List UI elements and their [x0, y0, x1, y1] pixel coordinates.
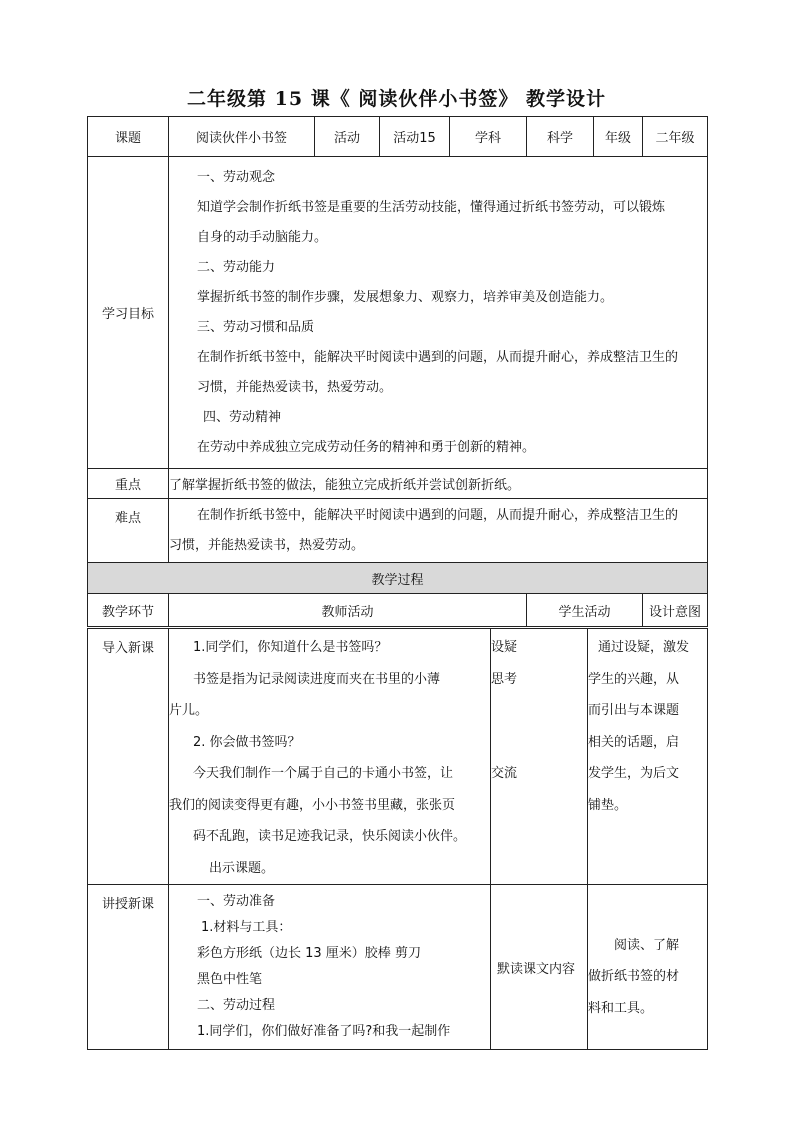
document-title: 二年级第 15 课《 阅读伙伴小书签》 教学设计	[187, 88, 606, 110]
teacher-line: 我们的阅读变得更有趣，小小书签书里藏，张张页	[169, 797, 456, 813]
teacher-line: 书签是指为记录阅读进度而夹在书里的小薄	[193, 671, 441, 687]
intro-stage: 导入新课	[88, 629, 169, 885]
key-point-text: 了解掌握折纸书签的做法，能独立完成折纸并尝试创新折纸。	[169, 469, 708, 499]
lecture-teacher	[169, 885, 491, 1050]
teacher-line: 今天我们制作一个属于自己的卡通小书签，让	[193, 766, 454, 781]
objectives-content	[169, 157, 708, 469]
intent-line: 而引出与本课题	[588, 703, 680, 718]
student-header: 学生活动	[527, 594, 643, 627]
objective-line: 在制作折纸书签中，能解决平时阅读中遇到的问题，从而提升耐心，养成整洁卫生的	[197, 349, 679, 365]
teacher-header: 教师活动	[169, 594, 527, 627]
intro-student	[491, 629, 588, 885]
objective-line: 在劳动中养成独立完成劳动任务的精神和勇于创新的精神。	[197, 439, 536, 455]
intro-intent	[588, 629, 708, 885]
teacher-line: 二、劳动过程	[197, 998, 276, 1013]
lecture-stage: 讲授新课	[88, 885, 169, 1050]
subject-value: 科学	[527, 117, 594, 157]
objective-line: 三、劳动习惯和品质	[197, 319, 315, 335]
teacher-line: 片儿。	[169, 703, 209, 718]
lecture-intent	[588, 885, 708, 1050]
student-activity: 设疑	[491, 640, 518, 655]
stage-header: 教学环节	[88, 594, 169, 627]
objective-line: 一、劳动观念	[197, 169, 276, 185]
teacher-line: 2. 你会做书签吗？	[193, 734, 301, 750]
intent-line: 做折纸书签的材	[588, 969, 680, 985]
teacher-line: 码不乱跑，读书足迹我记录，快乐阅读小伙伴。	[193, 829, 467, 844]
activity-value: 活动15	[380, 117, 450, 157]
lecture-row	[88, 885, 708, 1050]
intent-line: 通过设疑，激发	[598, 640, 690, 655]
intent-line: 相关的话题，启	[588, 734, 680, 750]
activity-label: 活动	[315, 117, 380, 157]
difficulty-line: 在制作折纸书签中，能解决平时阅读中遇到的问题，从而提升耐心，养成整洁卫生的	[197, 507, 679, 523]
student-activity: 交流	[491, 766, 518, 781]
course-value: 阅读伙伴小书签	[169, 117, 315, 157]
difficulty-content	[169, 499, 708, 563]
subject-label: 学科	[450, 117, 527, 157]
teacher-line: 出示课题。	[209, 860, 275, 876]
lecture-student: 默读课文内容	[491, 885, 588, 1050]
process-header-row	[88, 594, 708, 627]
teacher-line: 黑色中性笔	[197, 972, 263, 987]
difficulty-line: 习惯，并能热爱读书，热爱劳动。	[169, 537, 365, 553]
difficulty-label: 难点	[88, 499, 169, 563]
teacher-line: 1.材料与工具：	[201, 920, 292, 935]
intent-line: 阅读、了解	[614, 937, 680, 953]
objectives-label: 学习目标	[88, 157, 169, 469]
intent-line: 料和工具。	[588, 1000, 654, 1016]
grade-value: 二年级	[643, 117, 708, 157]
course-label: 课题	[88, 117, 169, 157]
header-row	[88, 117, 708, 157]
intro-teacher	[169, 629, 491, 885]
objective-line: 习惯，并能热爱读书，热爱劳动。	[197, 379, 393, 395]
intent-line: 学生的兴趣，从	[588, 671, 680, 687]
intent-header: 设计意图	[643, 594, 708, 627]
student-activity: 思考	[491, 671, 518, 687]
key-point-label: 重点	[88, 469, 169, 499]
objectives-row	[88, 157, 708, 469]
teacher-line: 彩色方形纸（边长 13 厘米）胶棒 剪刀	[197, 946, 421, 961]
intro-row	[88, 629, 708, 885]
process-title: 教学过程	[88, 563, 708, 594]
grade-label: 年级	[594, 117, 643, 157]
intent-line: 发学生，为后文	[588, 766, 680, 781]
teacher-line: 1.同学们，你们做好准备了吗?和我一起制作	[197, 1024, 451, 1039]
difficulty-row	[88, 499, 708, 563]
teacher-line: 一、劳动准备	[197, 894, 276, 909]
key-point-row	[88, 469, 708, 499]
objective-line: 掌握折纸书签的制作步骤，发展想象力、观察力，培养审美及创造能力。	[197, 289, 614, 305]
process-band-row	[88, 563, 708, 594]
teacher-line: 1.同学们，你知道什么是书签吗？	[193, 640, 388, 655]
process-table	[87, 628, 708, 1050]
intent-line: 铺垫。	[588, 797, 628, 813]
lesson-plan-table	[87, 116, 708, 627]
objective-line: 知道学会制作折纸书签是重要的生活劳动技能，懂得通过折纸书签劳动，可以锻炼	[197, 199, 666, 215]
objective-line: 二、劳动能力	[197, 259, 276, 275]
objective-line: 四、劳动精神	[203, 409, 282, 425]
objective-line: 自身的动手动脑能力。	[197, 229, 328, 245]
